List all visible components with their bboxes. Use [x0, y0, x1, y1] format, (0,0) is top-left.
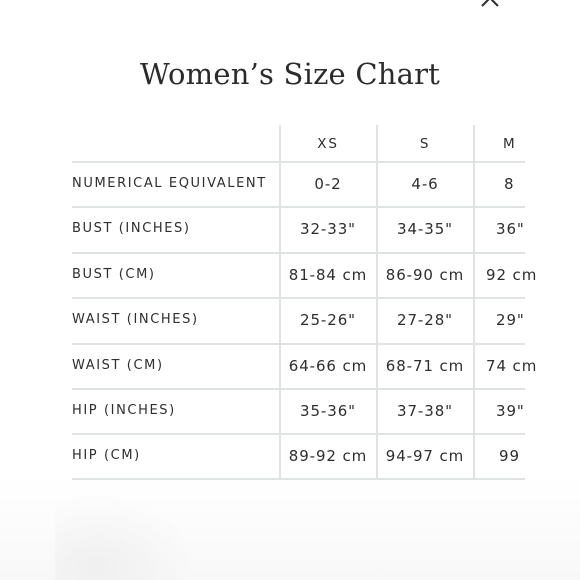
table-cell: 37-38" — [397, 402, 453, 420]
table-cell: 25-26" — [300, 311, 356, 329]
table-cell: 8 — [504, 175, 515, 193]
table-bottom-divider — [72, 478, 525, 480]
column-header-xs: XS — [317, 136, 339, 152]
row-label-bust-cm: BUST (CM) — [72, 267, 156, 282]
row-divider — [72, 433, 525, 435]
table-cell: 81-84 cm — [288, 266, 368, 284]
page-title: Women’s Size Chart — [139, 57, 441, 91]
table-cell: 34-35" — [397, 220, 453, 238]
row-divider — [72, 388, 525, 390]
column-header-s: S — [419, 136, 431, 152]
table-cell: 4-6 — [411, 175, 439, 193]
table-cell: 0-2 — [314, 175, 342, 193]
table-cell: 35-36" — [300, 402, 356, 420]
row-divider — [72, 206, 525, 208]
table-cell: 89-92 cm — [288, 447, 368, 465]
table-cell: 32-33" — [300, 220, 356, 238]
row-divider — [72, 297, 525, 299]
table-cell: 39" — [496, 402, 525, 420]
row-label-numerical-equivalent: NUMERICAL EQUIVALENT — [72, 176, 267, 191]
row-label-waist-cm: WAIST (CM) — [72, 358, 164, 373]
table-cell: 27-28" — [397, 311, 453, 329]
row-label-bust-inches: BUST (INCHES) — [72, 221, 191, 236]
table-cell: 92 cm — [486, 266, 538, 284]
row-divider — [72, 343, 525, 345]
table-cell: 94-97 cm — [385, 447, 465, 465]
row-label-waist-inches: WAIST (INCHES) — [72, 312, 199, 327]
table-cell: 74 cm — [486, 357, 538, 375]
table-cell: 64-66 cm — [288, 357, 368, 375]
table-cell: 86-90 cm — [385, 266, 465, 284]
background-shading — [55, 490, 195, 580]
close-button[interactable] — [478, 0, 504, 6]
row-divider — [72, 252, 525, 254]
table-cell: 68-71 cm — [385, 357, 465, 375]
table-cell: 36" — [496, 220, 525, 238]
header-divider — [72, 161, 525, 163]
size-chart-table — [72, 125, 538, 480]
row-label-hip-inches: HIP (INCHES) — [72, 403, 176, 418]
table-cell: 99 — [499, 447, 520, 465]
row-label-hip-cm: HIP (CM) — [72, 448, 141, 463]
column-header-m: M — [503, 136, 517, 152]
close-icon — [478, 0, 504, 6]
table-cell: 29" — [496, 311, 525, 329]
